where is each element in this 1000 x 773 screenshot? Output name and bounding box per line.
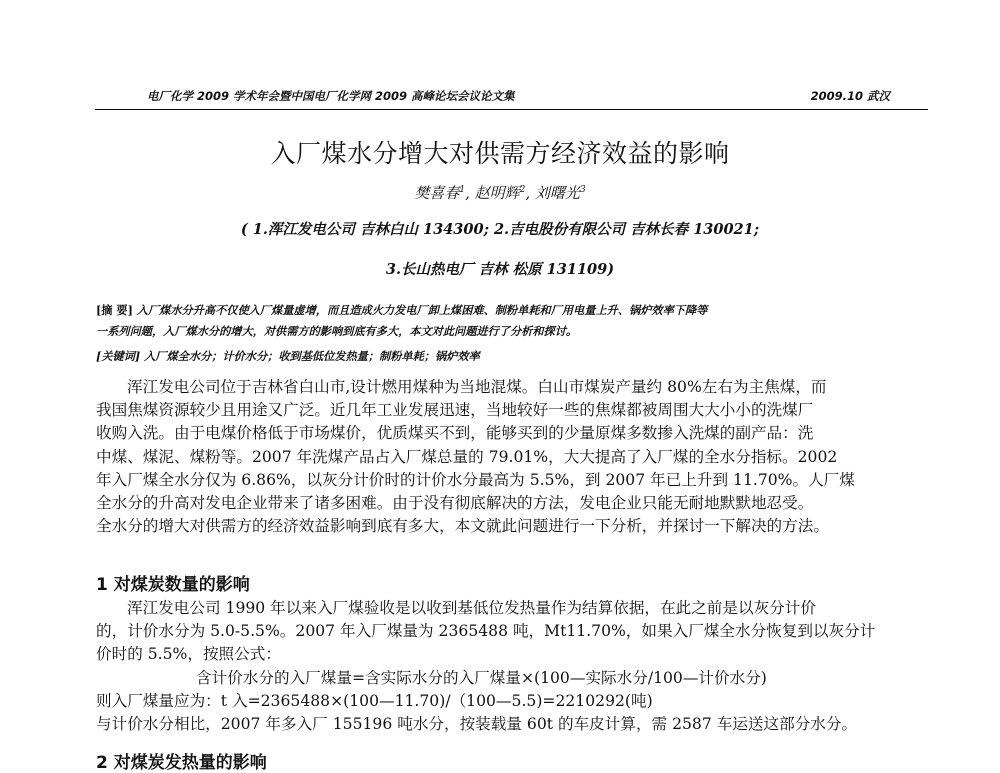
text-line: 全水分的增大对供需方的经济效益影响到底有多大，本文就此问题进行一下分析，并探讨一下解决的方法。: [96, 517, 829, 536]
text-line: 浑江发电公司 1990 年以来入厂煤验收是以收到基低位发热量作为结算依据，在此之前是以灰分计价: [127, 599, 816, 617]
header-rule: [95, 109, 928, 110]
calculation-result: [96, 690, 922, 736]
author-name: 樊喜春: [414, 184, 460, 202]
text-line: 则入厂煤量应为：t 入=2365488×(100—11.70)/（100—5.5)=2210292(吨): [96, 692, 653, 710]
text-line: 收购入洗。由于电煤价格低于市场煤价，优质煤买不到，能够买到的少量原煤多数掺入洗煤的副产品：洗: [96, 424, 814, 443]
header-date-place: 2009.10 武汉: [810, 89, 890, 103]
text-line: 浑江发电公司位于吉林省白山市,设计燃用煤种为当地混煤。白山市煤炭产量约 80%左右为主焦煤，而: [127, 378, 827, 396]
author-name: 刘曙光: [534, 184, 580, 202]
abstract-line: 一系列问题，入厂煤水分的增大，对供需方的影响到底有多大，本文对此问题进行了分析和探讨。: [96, 324, 578, 338]
keywords-label: [关键词]: [96, 349, 141, 363]
header-conference: 电厂化学 2009 学术年会暨中国电厂化学网 2009 高峰论坛会议论文集: [147, 89, 515, 103]
author-affil-mark: 1: [459, 185, 466, 195]
section-heading-2: 2 对煤炭发热量的影响: [96, 753, 267, 773]
abstract-line: 入厂煤水分升高不仅使入厂煤量虚增，而且造成火力发电厂卸上煤困难、制粉单耗和厂用电量上升、锅炉效率下降等: [136, 303, 708, 317]
paragraph-section-1: [96, 597, 922, 667]
author-affil-mark: 3: [579, 185, 586, 195]
paragraph-intro: [96, 376, 922, 538]
text-line: 我国焦煤资源较少且用途又广泛。近几年工业发展迅速，当地较好一些的焦煤都被周围大大小小的洗煤厂: [96, 401, 814, 420]
author-name: 赵明辉: [474, 184, 520, 202]
formula-block: [96, 667, 922, 690]
text-line: 中煤、煤泥、煤粉等。2007 年洗煤产品占入厂煤总量的 79.01%，大大提高了入厂煤的全水分指标。2002: [96, 447, 838, 466]
paper-title: 入厂煤水分增大对供需方经济效益的影响: [270, 139, 730, 168]
affiliation-line-2: 3.长山热电厂 吉林 松原 131109): [385, 261, 615, 278]
abstract: [96, 300, 922, 342]
text-line: 全水分的升高对发电企业带来了诸多困难。由于没有彻底解决的方法，发电企业只能无耐地默默地忍受。: [96, 493, 814, 512]
section-heading-1: 1 对煤炭数量的影响: [96, 575, 250, 595]
text-line: 的，计价水分为 5.0-5.5%。2007 年入厂煤量为 2365488 吨，Mt11.70%，如果入厂煤全水分恢复到以灰分计: [96, 622, 876, 641]
text-line: 年入厂煤全水分仅为 6.86%，以灰分计价时的计价水分最高为 5.5%，到 2007 年已上升到 11.70%。人厂煤: [96, 470, 855, 489]
formula-line: 含计价水分的入厂煤量=含实际水分的入厂煤量×(100—实际水分/100—计价水分): [196, 669, 767, 687]
text-line: 与计价水分相比，2007 年多入厂 155196 吨水分，按装载量 60t 的车皮计算，需 2587 车运送这部分水分。: [96, 715, 858, 734]
keywords-text: 入厂煤全水分；计价水分；收到基低位发热量；制粉单耗；锅炉效率: [144, 349, 480, 363]
author-affil-mark: 2: [519, 185, 526, 195]
abstract-label: [摘 要]: [96, 303, 133, 317]
author-line: 樊喜春$^1$, 赵明辉$^2$, 刘曙光$^3$: [414, 184, 586, 202]
keywords: [96, 348, 922, 364]
text-line: 价时的 5.5%，按照公式：: [96, 645, 281, 664]
affiliation-line-1: ( 1.浑江发电公司 吉林白山 134300; 2.吉电股份有限公司 吉林长春 130021;: [240, 221, 760, 238]
running-header: [95, 88, 928, 110]
